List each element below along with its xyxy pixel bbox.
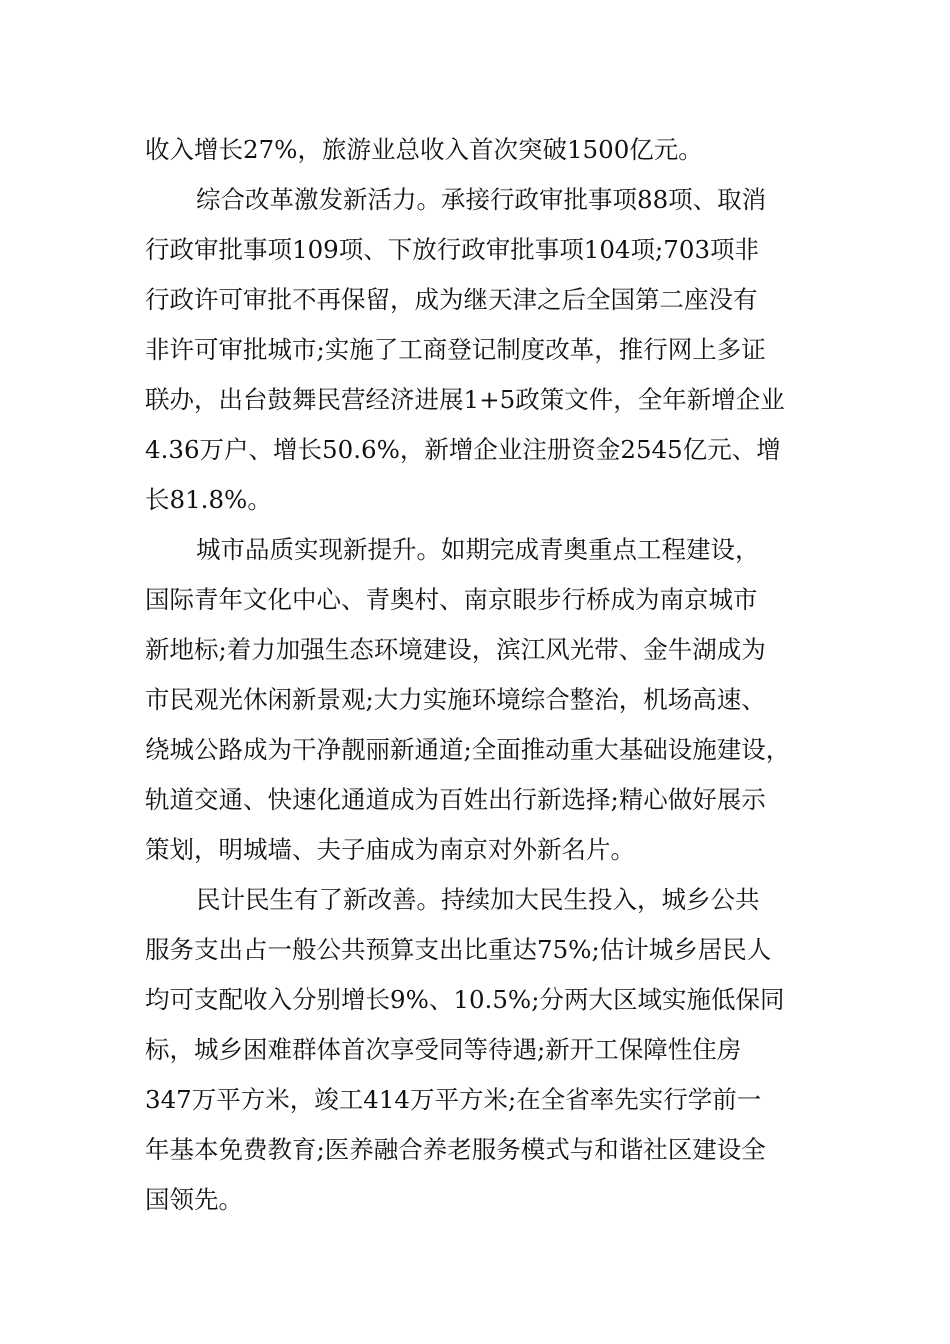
text-line: 行政审批事项109项、下放行政审批事项104项;703项非 bbox=[145, 235, 760, 264]
paragraph-heading-line: 城市品质实现新提升。如期完成青奥重点工程建设， bbox=[196, 535, 760, 564]
text-line: 标，城乡困难群体首次享受同等待遇;新开工保障性住房 bbox=[145, 1035, 742, 1064]
text-line: 347万平方米，竣工414万平方米;在全省率先实行学前一 bbox=[145, 1085, 762, 1114]
text-line: 绕城公路成为干净靓丽新通道;全面推动重大基础设施建设， bbox=[145, 735, 791, 764]
text-line: 联办，出台鼓舞民营经济进展1+5政策文件，全年新增企业 bbox=[145, 385, 785, 414]
text-line: 行政许可审批不再保留，成为继天津之后全国第二座没有 bbox=[145, 285, 758, 314]
text-line: 国领先。 bbox=[145, 1185, 243, 1214]
text-line: 国际青年文化中心、青奥村、南京眼步行桥成为南京城市 bbox=[145, 585, 758, 614]
text-line: 策划，明城墙、夫子庙成为南京对外新名片。 bbox=[145, 835, 635, 864]
text-line: 非许可审批城市;实施了工商登记制度改革，推行网上多证 bbox=[145, 335, 766, 364]
text-line: 收入增长27%，旅游业总收入首次突破1500亿元。 bbox=[145, 135, 703, 164]
text-line: 服务支出占一般公共预算支出比重达75%;估计城乡居民人 bbox=[145, 935, 772, 964]
text-line: 4.36万户、增长50.6%，新增企业注册资金2545亿元、增 bbox=[145, 435, 781, 464]
text-line: 年基本免费教育;医养融合养老服务模式与和谐社区建设全 bbox=[145, 1135, 766, 1164]
text-line: 市民观光休闲新景观;大力实施环境综合整治，机场高速、 bbox=[145, 685, 766, 714]
paragraph-heading-line: 民计民生有了新改善。持续加大民生投入，城乡公共 bbox=[196, 885, 760, 914]
text-line: 均可支配收入分别增长9%、10.5%;分两大区域实施低保同 bbox=[145, 985, 785, 1014]
text-line: 长81.8%。 bbox=[145, 485, 272, 514]
text-line: 轨道交通、快速化通道成为百姓出行新选择;精心做好展示 bbox=[145, 785, 766, 814]
paragraph-heading-line: 综合改革激发新活力。承接行政审批事项88项、取消 bbox=[196, 185, 767, 214]
text-line: 新地标;着力加强生态环境建设，滨江风光带、金牛湖成为 bbox=[145, 635, 766, 664]
